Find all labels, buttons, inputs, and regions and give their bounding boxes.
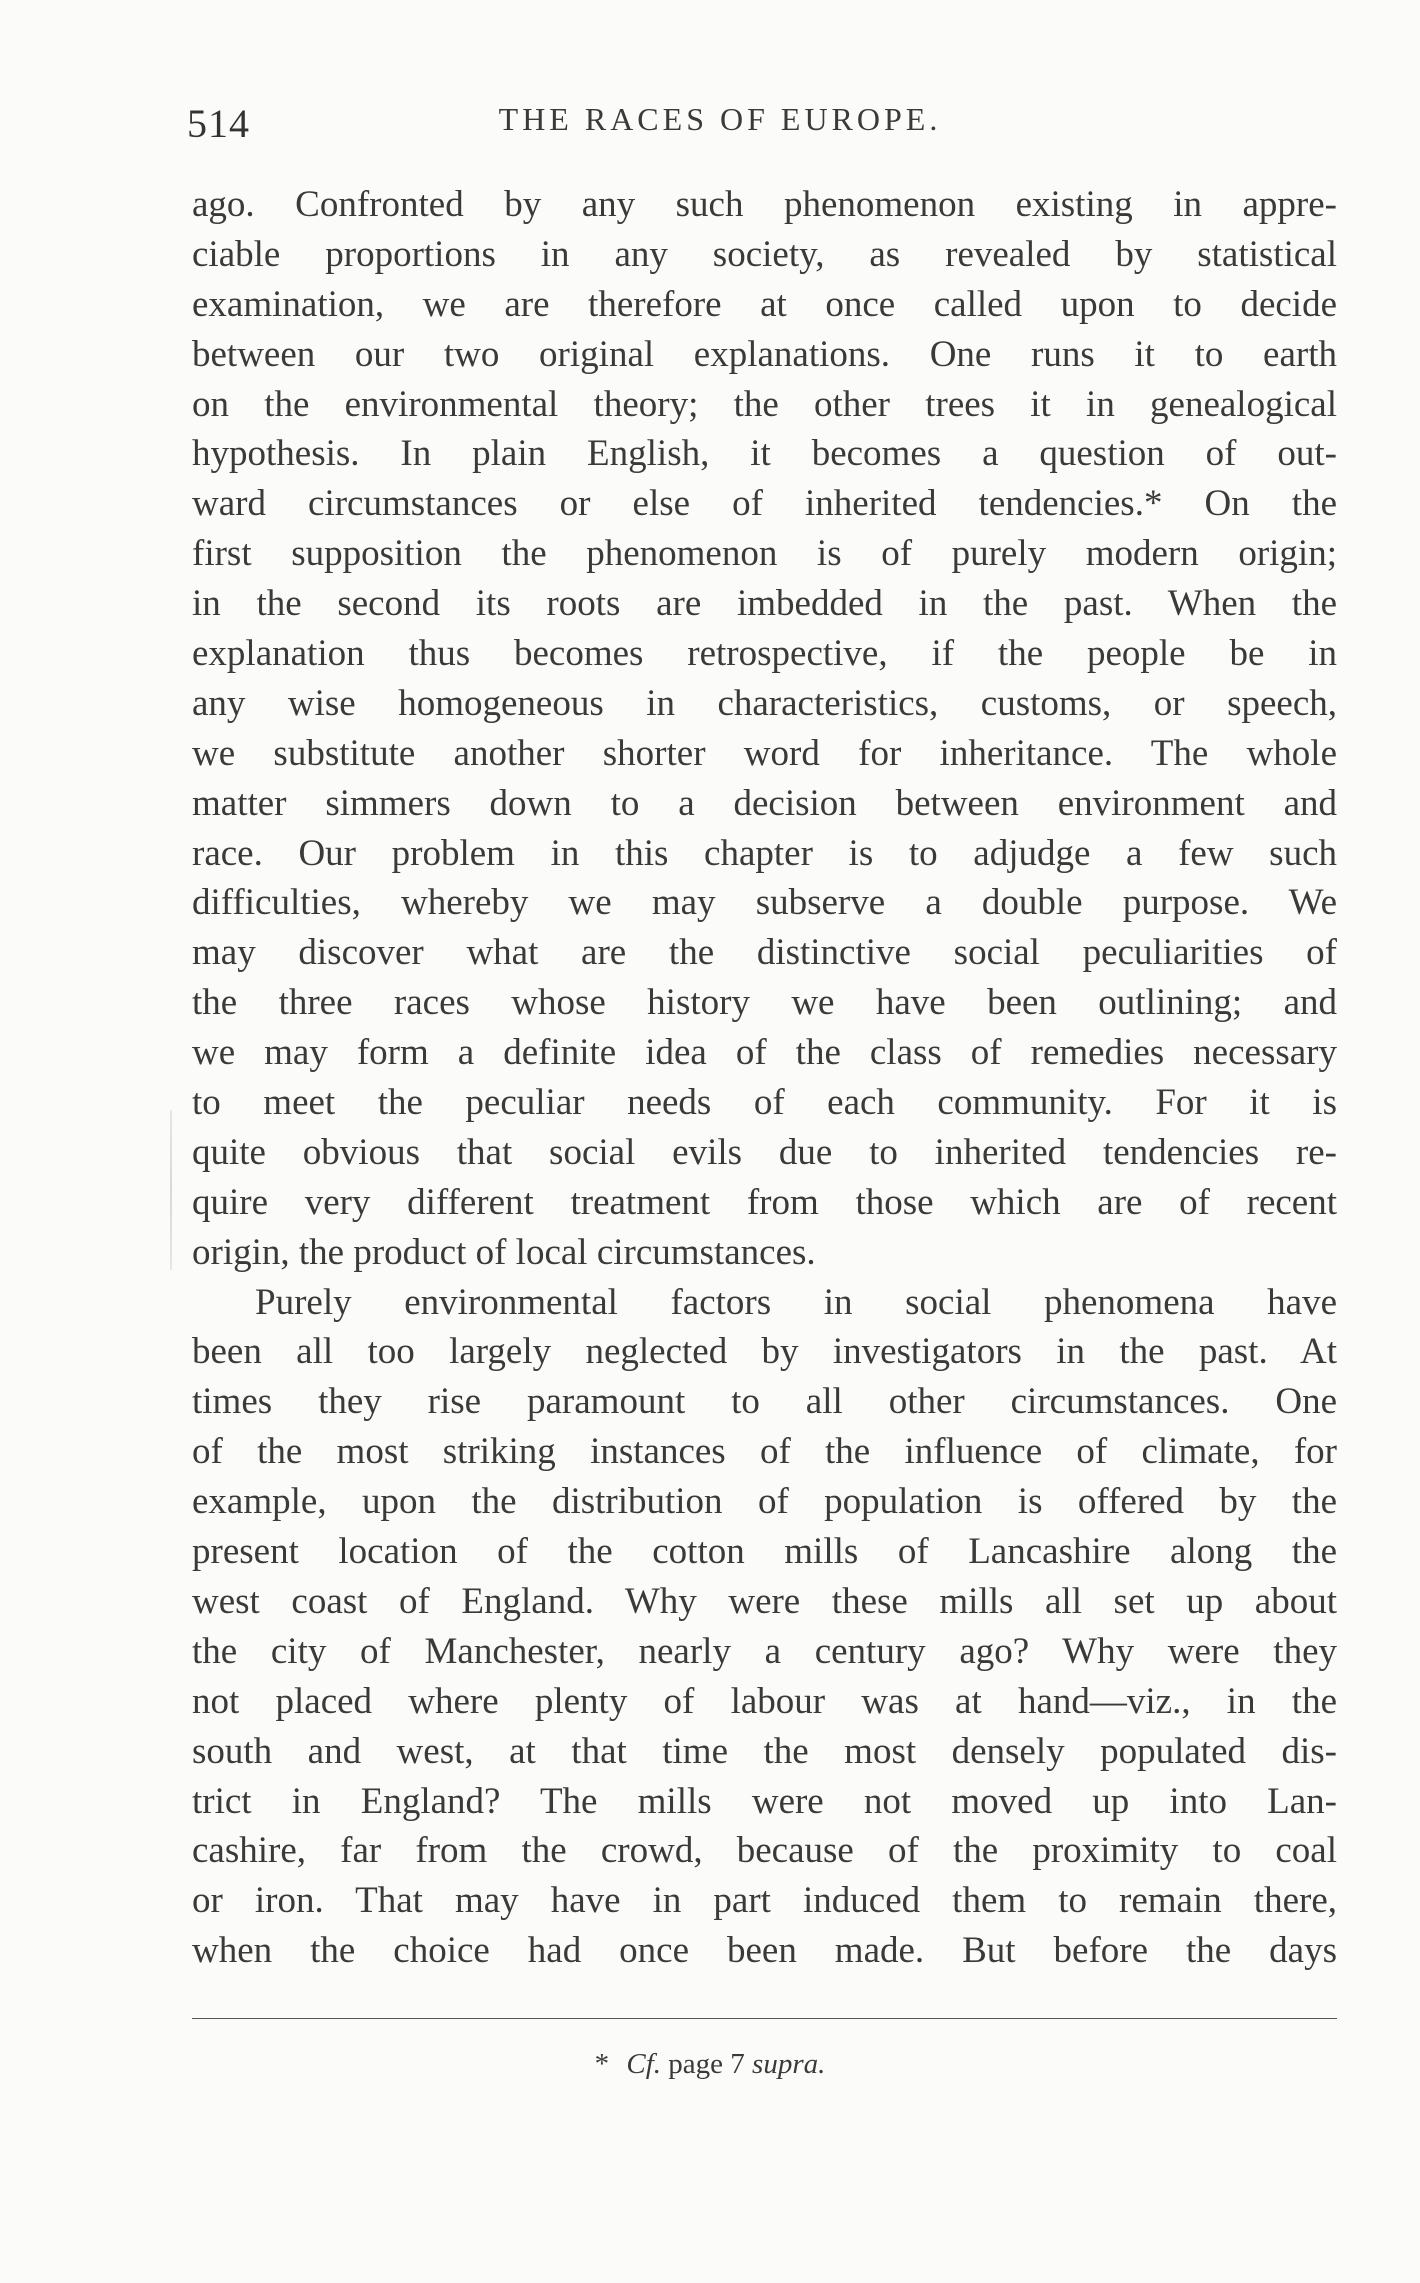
footnote-supra: supra. [752,2048,826,2080]
text-line: quire very different treatment from those which are of recent [192,1181,1337,1223]
text-line: ciable proportions in any society, as revealed by statistical [192,233,1337,275]
text-line: trict in England? The mills were not moved up into Lan- [192,1780,1337,1822]
footnote [0,2048,1420,2081]
text-line: ward circumstances or else of inherited tendencies.* On the [192,483,1337,525]
footnote-cf: Cf. [626,2048,662,2080]
text-line: we may form a definite idea of the class of remedies necessary [192,1032,1337,1074]
text-line: may discover what are the distinctive social peculiarities of [192,932,1337,974]
text-line: ago. Confronted by any such phenomenon existing in appre- [192,184,1337,225]
page-number: 514 [187,101,250,146]
text-line: on the environmental theory; the other trees it in genealogical [192,383,1337,425]
text-line: the city of Manchester, nearly a century ago? Why were they [192,1630,1337,1672]
text-line: to meet the peculiar needs of each community. For it is [192,1082,1337,1124]
text-line: cashire, far from the crowd, because of the proximity to coal [192,1830,1337,1872]
text-line: west coast of England. Why were these mills all set up about [192,1580,1337,1622]
text-line: been all too largely neglected by investigators in the past. At [192,1331,1337,1373]
text-line: the three races whose history we have been outlining; and [192,982,1337,1024]
text-line: example, upon the distribution of population is offered by the [192,1481,1337,1523]
text-line: of the most striking instances of the influence of climate, for [192,1431,1337,1473]
text-line: present location of the cotton mills of Lancashire along the [192,1531,1337,1573]
text-line: first supposition the phenomenon is of purely modern origin; [192,533,1337,575]
paragraph-first-line: Purely environmental factors in social phenomena have [255,1281,1337,1323]
text-line: examination, we are therefore at once called upon to decide [192,283,1337,325]
text-line: any wise homogeneous in characteristics, customs, or speech, [192,682,1337,724]
margin-smudge [170,1110,172,1270]
footnote-marker: * [594,2048,610,2080]
text-line: when the choice had once been made. But before the days [192,1930,1337,1972]
text-line: explanation thus becomes retrospective, if the people be in [192,633,1337,675]
body-text [192,180,1337,1976]
text-line: between our two original explanations. One runs it to earth [192,333,1337,375]
paragraph-end-line: origin, the product of local circumstances. [192,1231,816,1273]
footnote-text: page 7 [661,2048,753,2080]
text-line: hypothesis. In plain English, it becomes a question of out- [192,433,1337,475]
text-line: not placed where plenty of labour was at hand—viz., in the [192,1680,1337,1722]
text-line: times they rise paramount to all other circumstances. One [192,1381,1337,1423]
text-line: south and west, at that time the most densely populated dis- [192,1730,1337,1772]
text-line: difficulties, whereby we may subserve a double purpose. We [192,882,1337,924]
text-line: quite obvious that social evils due to inherited tendencies re- [192,1131,1337,1173]
text-line: in the second its roots are imbedded in the past. When the [192,583,1337,625]
text-line: matter simmers down to a decision between environment and [192,782,1337,824]
text-line: or iron. That may have in part induced them to remain there, [192,1880,1337,1922]
running-title: THE RACES OF EUROPE. [498,101,942,137]
text-line: we substitute another shorter word for inheritance. The whole [192,732,1337,774]
text-line: race. Our problem in this chapter is to adjudge a few such [192,832,1337,874]
footnote-rule [192,2018,1337,2019]
